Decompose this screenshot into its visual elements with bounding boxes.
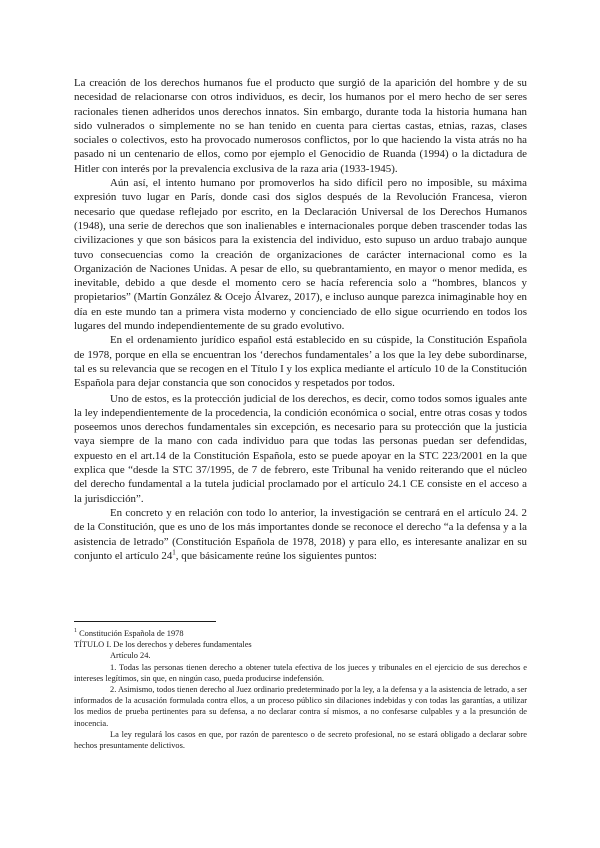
footnote-reference[interactable]: 1 [172,548,176,557]
paragraph-3: En el ordenamiento jurídico español está establecido en su cúspide, la Constitución Española de 1978, porque en ella se encuentran los ‘derechos fundamentales’ a los que la ley debe subordinarse, tal es su relevancia que se recogen en el Título I y los explica mediante el artículo 10 de la Constitución Española para dejar constancia que son conocidos y respetados por todos. [74,334,527,390]
paragraph-2: Aún así, el intento humano por promoverlos ha sido difícil pero no imposible, su máxima expresión tuvo lugar en París, donde casi dos siglos después de la Revolución Francesa, vieron necesario que quedase reflejado por escrito, en la Declaración Universal de los Derechos Humanos (1948), una serie de derechos que son inalienables e internacionales porque deben trascender todas las civilizaciones y que son básicos para la existencia del individuo, esto supuso un arduo trabajo aunque tuvo consecuencias como la creación de organizaciones de carácter internacional como es la Organización de Naciones Unidas. A pesar de ello, su quebrantamiento, en mayor o menor medida, es inevitable, debido a que desde el momento cero se hacía referencia solo a “hombres, blancos y propietarios” (Martín González & Ocejo Álvarez, 2017), e incluso aunque parezca inimaginable hoy en día en este mundo tan a primera vista moderno y concienciado de ello sigue ocurriendo en todos los lugares del mundo independientemente de su grado evolutivo. [74,177,527,333]
footnote-item-3: La ley regulará los casos en que, por razón de parentesco o de secreto profesional, no se estará obligado a declarar sobre hechos presuntamente delictivos. [74,729,527,751]
footnote-item-1: 1. Todas las personas tienen derecho a obtener tutela efectiva de los jueces y tribunales en el ejercicio de sus derechos e intereses legítimos, sin que, en ningún caso, pueda producirse indefensión. [74,662,527,683]
footnote-source [74,628,527,639]
paragraph-5-tail: , que básicamente reúne los siguientes puntos: [175,549,377,562]
paragraph-5-text: En concreto y en relación con todo lo anterior, la investigación se centrará en el artículo 24. 2 de la Constitución, que es uno de los más importantes donde se reconoce el derecho “a la defensa y a la asistencia de letrado” (Constitución Española de 1978, 2018) y para ello, es interesante analizar en su conjunto el artículo 24 [74,506,527,562]
paragraph-1: La creación de los derechos humanos fue el producto que surgió de la aparición del hombre y de su necesidad de relacionarse con otros individuos, es decir, los humanos por el mero hecho de ser seres racionales tienen adheridos unos derechos innatos. Sin embargo, durante toda la historia humana han sido vulnerados o simplemente no se han tenido en cuenta para ciertas castas, etnias, razas, clases sociales o colectivos, esto ha provocado numerosos conflictos, por lo que haciendo la vista atrás no ha pasado ni un centenario de ellos, como por ejemplo el Genocidio de Ruanda (1994) o la dictadura de Hitler con interés por la prevalencia exclusiva de la raza aria (1933-1945). [74,77,527,175]
footnote-article: Artículo 24. [110,651,151,661]
paragraph-4: Uno de estos, es la protección judicial de los derechos, es decir, como todos somos iguales ante la ley independientemente de la procedencia, la condición económica o social, entre otras cosas y todos poseemos unos derechos fundamentales sin excepción, es necesario para su protección que la justicia vaya siempre de la mano con cada individuo para que todas las personas puedan ser defendidas, expuesto en el art.14 de la Constitución Española, esto se puede apoyar en la STC 223/2001 en la que explica que “desde la STC 37/1995, de 7 de febrero, este Tribunal ha venido reiterando que el núcleo del derecho fundamental a la tutela judicial proclamado por el artículo 24.1 CE consiste en el acceso a la jurisdicción”. [74,392,527,505]
footnote-marker: 1 [74,628,77,635]
paragraph-5 [74,506,527,563]
footnotes [74,628,527,751]
footnote-divider [74,621,216,622]
body-text [74,76,527,563]
footnote-source-text: Constitución Española de 1978 [77,629,184,638]
footnote-title: TÍTULO I. De los derechos y deberes fundamentales [74,640,252,650]
footnote-item-2: 2. Asimismo, todos tienen derecho al Juez ordinario predeterminado por la ley, a la defensa y a la asistencia de letrado, a ser informados de la acusación formulada contra ellos, a un proceso público sin dilaciones indebidas y con todas las garantías, a utilizar los medios de prueba pertinentes para su defensa, a no declarar contra sí mismos, a no confesarse culpables y a la presunción de inocencia. [74,685,527,728]
